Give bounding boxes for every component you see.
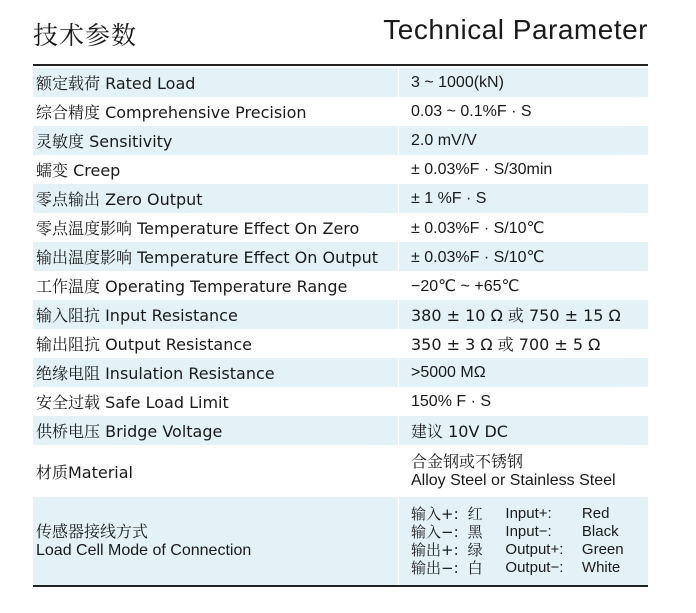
wire-color-en: Red [581,505,610,522]
wire-color-en: Black [581,523,619,540]
table-row [33,300,648,329]
wire-pin-cn: 输入+: [411,505,459,523]
param-value: 建议 10V DC [399,416,649,445]
connection-label-cn: 传感器接线方式 [36,522,149,541]
table-row [33,416,648,445]
table-row [33,387,648,416]
param-value: ± 0.03%F · S/10℃ [411,219,545,237]
param-value: 150% F · S [411,392,492,410]
table-row [33,271,648,300]
param-label: 额定载荷 Rated Load [33,68,399,97]
connection-label-en: Load Cell Mode of Connection [36,542,252,559]
table-row [33,97,648,126]
table-row-material [33,445,648,497]
table-row [33,213,648,242]
wire-color-en: White [581,559,621,576]
table-row [33,126,648,155]
wiring-line [411,505,648,523]
wire-color-cn: 黑 [467,523,483,541]
top-rule [33,64,648,66]
material-value-cn: 合金钢或不锈钢 [411,452,524,471]
param-label: 输入阻抗 Input Resistance [33,300,399,329]
param-label: 综合精度 Comprehensive Precision [33,97,399,126]
param-label: 绝缘电阻 Insulation Resistance [33,358,399,387]
table-row [33,242,648,271]
wiring-line [411,541,648,559]
param-value: ± 0.03%F · S/10℃ [399,242,649,271]
param-label: 安全过载 Safe Load Limit [33,387,399,416]
param-label: 输出温度影响 Temperature Effect On Output [33,242,399,271]
param-value: −20℃ ~ +65℃ [411,277,520,295]
title-chinese: 技术参数 [33,21,138,50]
param-label: 灵敏度 Sensitivity [33,126,399,155]
param-value: ± 1 %F · S [399,184,649,213]
param-value: 0.03 ~ 0.1%F · S [411,102,532,120]
material-label: 材质Material [33,445,399,497]
param-value: 380 ± 10 Ω 或 750 ± 15 Ω [399,300,649,329]
page-header [33,10,648,54]
table-row [33,155,648,184]
connection-label [33,497,399,585]
param-label: 工作温度 Operating Temperature Range [33,271,399,300]
param-value: ± 0.03%F · S/30min [411,160,553,178]
wire-pin-en: Output−: [505,559,564,576]
material-value [399,445,649,497]
wire-color-cn: 绿 [467,541,483,559]
param-value: 3 ~ 1000(kN) [399,68,649,97]
param-label: 零点温度影响 Temperature Effect On Zero [33,213,399,242]
wire-pin-cn: 输出−: [411,559,459,577]
connection-wiring [399,497,649,585]
table-row [33,329,648,358]
param-value: >5000 MΩ [399,358,649,387]
title-english: Technical Parameter [383,14,648,45]
table-row [33,184,648,213]
table-row [33,358,648,387]
material-value-en: Alloy Steel or Stainless Steel [411,472,616,489]
wire-pin-cn: 输入−: [411,523,459,541]
table-row [33,68,648,97]
param-label: 蠕变 Creep [33,155,399,184]
wire-pin-en: Input−: [505,523,552,540]
param-value: 2.0 mV/V [399,126,649,155]
wire-pin-en: Input+: [505,505,552,522]
wire-color-en: Green [581,541,624,558]
wire-color-cn: 白 [467,559,483,577]
wire-pin-cn: 输出+: [411,541,459,559]
param-label: 输出阻抗 Output Resistance [33,329,399,358]
wire-color-cn: 红 [467,505,483,523]
parameter-table [33,68,648,585]
wiring-line [411,559,648,577]
param-label: 零点输出 Zero Output [33,184,399,213]
wiring-line [411,523,648,541]
bottom-rule [33,585,648,587]
wire-pin-en: Output+: [505,541,564,558]
param-label: 供桥电压 Bridge Voltage [33,416,399,445]
param-value: 350 ± 3 Ω 或 700 ± 5 Ω [411,335,601,354]
table-row-connection [33,497,648,585]
